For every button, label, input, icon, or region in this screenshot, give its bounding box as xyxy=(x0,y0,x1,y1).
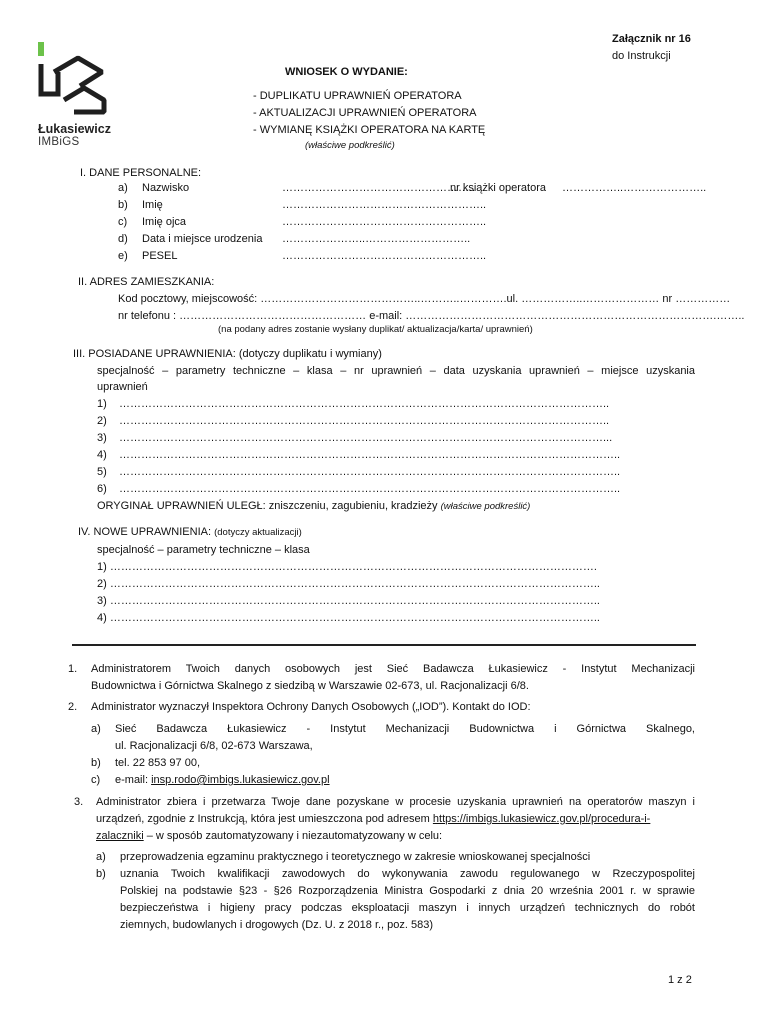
rodo-p3b-line: uznania Twoich kwalifikacji zawodowych do wykonywania zawodu regulowanego w Rzeczypospolitej xyxy=(120,868,695,880)
license-line[interactable]: ……………………………………………………………………………………………………………………….. xyxy=(119,466,621,478)
list-number: 1) xyxy=(97,398,107,410)
list-letter: b) xyxy=(96,868,106,880)
field-pesel[interactable]: ……………………………………………….. xyxy=(282,250,487,262)
list-number: 3) xyxy=(97,432,107,444)
original-lost-row xyxy=(97,499,530,514)
field-label-father: Imię ojca xyxy=(142,216,187,228)
section-3-description-cont: uprawnień xyxy=(97,381,148,393)
list-letter: a) xyxy=(91,723,101,735)
rodo-p3b-line: ziemnych, budowlanych i drogowych (Dz. U. z 2018 r., poz. 583) xyxy=(120,919,434,931)
license-line[interactable]: …………………………………………………………………………………………………………………….. xyxy=(119,398,610,410)
field-label-book: nr książki operatora xyxy=(450,182,546,194)
section-4-heading-note: (dotyczy aktualizacji) xyxy=(214,527,302,538)
rodo-phone: tel. 22 853 97 00, xyxy=(115,757,201,769)
field-letter: a) xyxy=(118,182,128,194)
list-letter: a) xyxy=(96,851,106,863)
license-line[interactable]: ……………………………………………………………………………………………………………………... xyxy=(119,432,613,444)
field-label-pesel: PESEL xyxy=(142,250,178,262)
field-label-birth: Data i miejsce urodzenia xyxy=(142,233,263,245)
field-label-surname: Nazwisko xyxy=(142,182,190,194)
section-4-heading-row xyxy=(78,525,302,540)
rodo-p1-line: Budownictwa i Górnictwa Skalnego z siedzibą w Warszawie 02-673, ul. Racjonalizacji 6/8. xyxy=(91,680,529,692)
list-number: 6) xyxy=(97,483,107,495)
title-item: - WYMIANĘ KSIĄŻKI OPERATORA NA KARTĘ xyxy=(253,124,486,136)
list-number: 4) xyxy=(97,449,107,461)
section-3-description: specjalność – parametry techniczne – klasa – nr uprawnień – data uzyskania uprawnień – miejsce uzyskania xyxy=(97,365,695,377)
attachment-to: do Instrukcji xyxy=(612,50,671,62)
attachment-number: Załącznik nr 16 xyxy=(612,33,691,45)
iod-email-link[interactable]: insp.rodo@imbigs.lukasiewicz.gov.pl xyxy=(151,774,330,786)
field-father-name[interactable]: ……………………………………………….. xyxy=(282,216,487,228)
instruction-link-cont[interactable]: zalaczniki xyxy=(96,830,144,842)
rodo-p3a: przeprowadzenia egzaminu praktycznego i teoretycznego w zakresie wnioskowanej specjalności xyxy=(120,851,591,863)
rodo-p3-line: Administrator zbiera i przetwarza Twoje dane pozyskane w procesie uzyskania uprawnień na operatorów maszyn i xyxy=(96,796,695,808)
field-letter: d) xyxy=(118,233,128,245)
section-2-heading: II. ADRES ZAMIESZKANIA: xyxy=(78,276,215,288)
new-license-line[interactable]: 4) …………………………………………………………………………………………………………………….. xyxy=(97,612,600,624)
instruction-link[interactable]: https://imbigs.lukasiewicz.gov.pl/procedura-i- xyxy=(432,813,651,825)
section-3-heading: III. POSIADANE UPRAWNIENIA: (dotyczy duplikatu i wymiany) xyxy=(73,348,382,360)
list-letter: c) xyxy=(91,774,101,786)
lukasiewicz-logo-icon xyxy=(38,42,110,114)
title-item: - DUPLIKATU UPRAWNIEŃ OPERATORA xyxy=(253,90,462,102)
new-license-line[interactable]: 1) ……………………………………………………………………………………………………………………. xyxy=(97,561,597,573)
rodo-p2a-line: Sieć Badawcza Łukasiewicz - Instytut Mechanizacji Budownictwa i Górnictwa Skalnego, xyxy=(115,723,695,735)
rodo-p3-text: – w sposób zautomatyzowany i niezautomatyzowany w celu: xyxy=(143,830,443,842)
list-number: 2. xyxy=(68,701,78,713)
field-book-number[interactable]: ……………..………………….. xyxy=(562,182,707,194)
contact-line[interactable]: nr telefonu : …………………………………………… e-mail: ………………………………………………………………………….…….. xyxy=(118,310,745,322)
section-4-heading: IV. NOWE UPRAWNIENIA: xyxy=(78,526,212,538)
field-letter: c) xyxy=(118,216,128,228)
rodo-email-label: e-mail: xyxy=(115,774,152,786)
field-surname[interactable]: …………………………………………….. xyxy=(282,182,476,194)
section-1-heading: I. DANE PERSONALNE: xyxy=(80,167,202,179)
rodo-p2a-line: ul. Racjonalizacji 6/8, 02-673 Warszawa, xyxy=(115,740,313,752)
rodo-p3b-line: bezpieczeństwa i higieny pracy podczas eksploatacji maszyn i innych urządzeń technicznych do robót xyxy=(120,902,695,914)
list-letter: b) xyxy=(91,757,101,769)
field-letter: b) xyxy=(118,199,128,211)
original-lost-text: ORYGINAŁ UPRAWNIEŃ ULEGŁ: zniszczeniu, zagubieniu, kradzieży xyxy=(97,500,438,512)
title-note: (właściwe podkreślić) xyxy=(305,140,395,151)
list-number: 5) xyxy=(97,466,107,478)
new-license-line[interactable]: 2) …………………………………………………………………………………………………………………….. xyxy=(97,578,600,590)
logo-subtitle: IMBiGS xyxy=(38,136,80,148)
rodo-p1-line: Administratorem Twoich danych osobowych jest Sieć Badawcza Łukasiewicz - Instytut Mechanizacji xyxy=(91,663,695,675)
license-line[interactable]: …………………………………………………………………………………………………………………….. xyxy=(119,415,610,427)
rodo-email-row xyxy=(115,773,330,787)
list-number: 3. xyxy=(74,796,84,808)
field-birth[interactable]: …………………..……………………….. xyxy=(282,233,471,245)
page-number: 1 z 2 xyxy=(668,974,692,986)
license-line[interactable]: ……………………………………………………………………………………………………………………….. xyxy=(119,483,621,495)
rodo-p3-text: urządzeń, zgodnie z Instrukcją, która jest umieszczona pod adresem xyxy=(96,813,433,825)
address-line[interactable]: Kod pocztowy, miejscowość: ……………………………………..………..………….ul. ……………..………………… nr …………… xyxy=(118,293,731,305)
list-number: 2) xyxy=(97,415,107,427)
address-note: (na podany adres zostanie wysłany duplikat/ aktualizacja/karta/ uprawnień) xyxy=(218,324,533,335)
section-divider xyxy=(72,644,696,646)
field-name[interactable]: ……………………………………………….. xyxy=(282,199,487,211)
field-letter: e) xyxy=(118,250,128,262)
title-item: - AKTUALIZACJI UPRAWNIEŃ OPERATORA xyxy=(253,107,477,119)
form-title: WNIOSEK O WYDANIE: xyxy=(285,66,408,78)
license-line[interactable]: ……………………………………………………………………………………………………………………….. xyxy=(119,449,621,461)
field-label-name: Imię xyxy=(142,199,163,211)
rodo-p2-line: Administrator wyznaczył Inspektora Ochrony Danych Osobowych („IOD”). Kontakt do IOD: xyxy=(91,701,531,713)
rodo-p3b-line: Polskiej na podstawie §23 - §26 Rozporządzenia Ministra Gospodarki z dnia 20 września 2001 r. w sprawie xyxy=(120,885,695,897)
logo-name: Łukasiewicz xyxy=(38,122,111,136)
list-number: 1. xyxy=(68,663,78,675)
rodo-p3-line3 xyxy=(96,829,442,843)
new-license-line[interactable]: 3) …………………………………………………………………………………………………………………….. xyxy=(97,595,600,607)
original-lost-note: (właściwe podkreślić) xyxy=(440,501,531,512)
section-4-description: specjalność – parametry techniczne – klasa xyxy=(97,544,310,556)
rodo-p3-line2 xyxy=(96,812,650,826)
